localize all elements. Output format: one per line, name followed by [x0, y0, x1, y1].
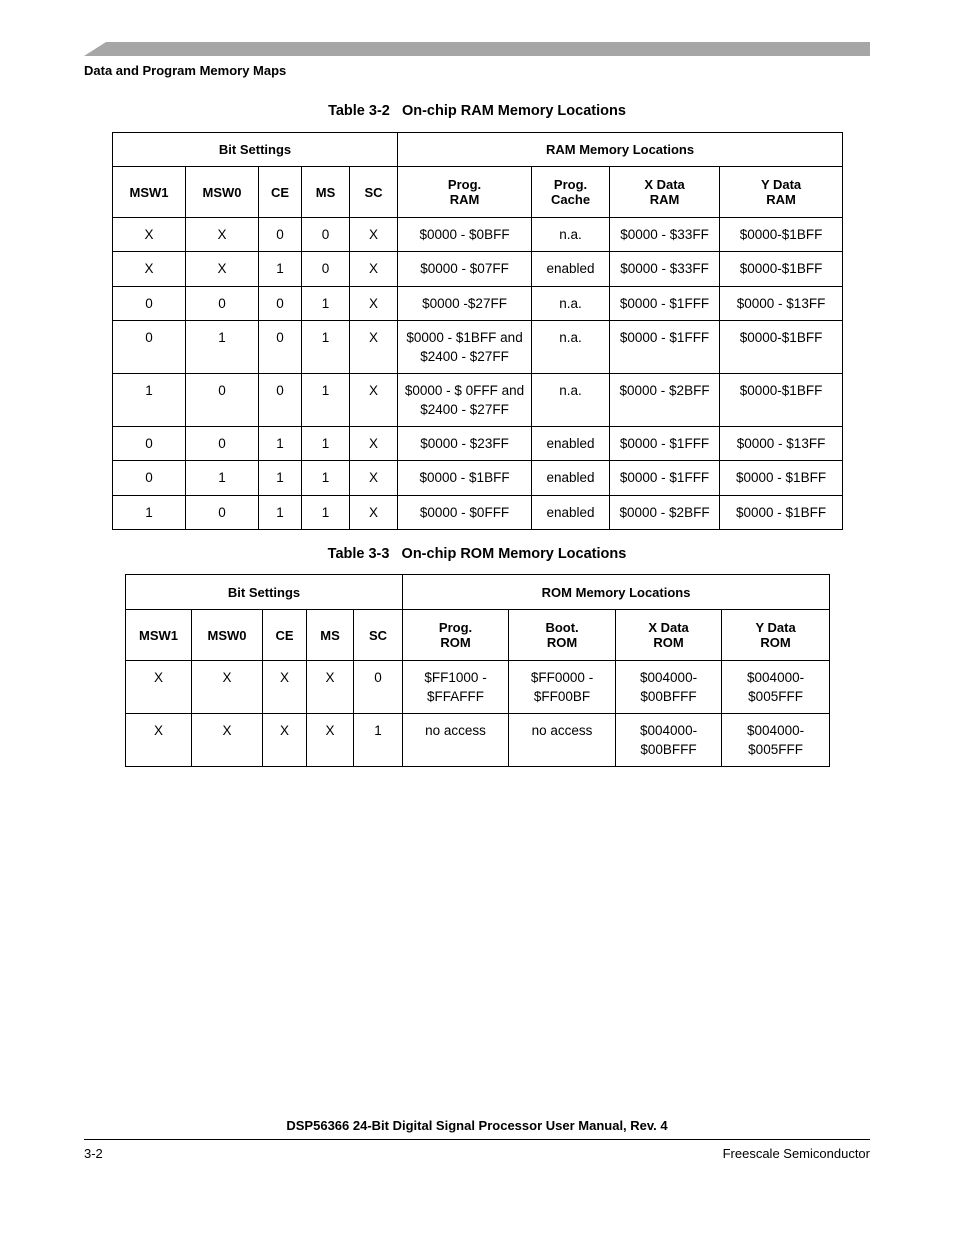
column-header-text: MSW0: [207, 627, 247, 643]
ram-table-cell: [186, 252, 259, 287]
ram-table-cell: [398, 321, 532, 374]
ram-table-cell: [186, 461, 259, 496]
column-header-text: SC: [368, 627, 388, 643]
cell-text: $0000-$1BFF: [739, 330, 823, 345]
ram-table-cell: [186, 287, 259, 321]
cell-text: $00BFFF: [640, 742, 697, 757]
ram-table-row: [113, 321, 843, 374]
column-header: [307, 610, 354, 661]
rom-table-row: [126, 714, 830, 767]
column-header-text: RAM: [449, 192, 480, 207]
cell-text: 1: [276, 261, 284, 276]
column-header: [186, 167, 259, 218]
column-header: [259, 167, 302, 218]
column-header: [509, 610, 616, 661]
cell-text: n.a.: [559, 383, 582, 398]
rom-table-cell: [616, 661, 722, 714]
cell-text: X: [144, 227, 154, 242]
cell-text: $0000 - $1BFF: [419, 470, 510, 485]
cell-text: X: [153, 723, 163, 738]
ram-table-cell: [113, 218, 186, 252]
ram-table-cell: [398, 374, 532, 427]
ram-table-cell: [720, 287, 843, 321]
ram-table-cell: [610, 427, 720, 461]
footer-divider: [84, 1139, 870, 1140]
cell-text: $2400 - $27FF: [420, 349, 509, 364]
rom-table-cell: [192, 714, 263, 767]
ram-table-cell: [302, 427, 350, 461]
cell-text: $0000 -$27FF: [422, 296, 507, 311]
ram-table-cell: [302, 496, 350, 530]
ram-memory-table: [112, 132, 843, 530]
ram-table-cell: [259, 496, 302, 530]
ram-table-cell: [113, 427, 186, 461]
cell-text: 1: [276, 436, 284, 451]
ram-table-cell: [302, 461, 350, 496]
ram-table-cell: [259, 321, 302, 374]
column-header-text: Y Data: [760, 177, 802, 192]
ram-table-cell: [532, 287, 610, 321]
cell-text: 1: [218, 470, 226, 485]
cell-text: 0: [218, 505, 226, 520]
cell-text: enabled: [546, 470, 595, 485]
cell-text: $0000 - $0FFF: [419, 505, 510, 520]
cell-text: $0000 - $1BFF: [736, 505, 827, 520]
rom-table-cell: [263, 714, 307, 767]
cell-text: $005FFF: [748, 689, 803, 704]
column-header-text: MS: [320, 627, 340, 643]
cell-text: $0000 - $33FF: [620, 227, 709, 242]
ram-table-cell: [350, 252, 398, 287]
ram-table-cell: [532, 321, 610, 374]
ram-table-cell: [186, 321, 259, 374]
rom-group-header-locations: ROM Memory Locations: [403, 575, 830, 610]
ram-table-row: [113, 374, 843, 427]
column-header-text: X Data: [644, 177, 685, 192]
ram-table-row: [113, 287, 843, 321]
header-bar: [84, 42, 870, 56]
rom-table-cell: [616, 714, 722, 767]
rom-group-header-bit-settings: Bit Settings: [126, 575, 403, 610]
ram-table-cell: [350, 427, 398, 461]
column-header-text: Cache: [551, 192, 591, 207]
column-header-text: CE: [275, 627, 294, 643]
cell-text: 0: [374, 670, 382, 685]
cell-text: $0000 - $0BFF: [419, 227, 510, 242]
section-title: Data and Program Memory Maps: [84, 63, 287, 78]
ram-table-cell: [259, 287, 302, 321]
cell-text: $004000-: [640, 723, 698, 738]
ram-table-cell: [720, 427, 843, 461]
cell-text: enabled: [546, 436, 595, 451]
cell-text: $2400 - $27FF: [420, 402, 509, 417]
cell-text: X: [325, 670, 335, 685]
column-header-text: Y Data: [755, 620, 796, 635]
ram-table-row: [113, 427, 843, 461]
cell-text: no access: [531, 723, 593, 738]
cell-text: $0000-$1BFF: [739, 383, 823, 398]
cell-text: enabled: [546, 261, 595, 276]
cell-text: X: [369, 505, 379, 520]
cell-text: enabled: [546, 505, 595, 520]
rom-table-cell: [263, 661, 307, 714]
ram-table-cell: [610, 496, 720, 530]
cell-text: 0: [145, 436, 153, 451]
cell-text: 0: [145, 296, 153, 311]
column-header-text: X Data: [648, 620, 689, 635]
cell-text: $0000 - $1FFF: [619, 470, 710, 485]
cell-text: $0000 - $1FFF: [619, 296, 710, 311]
column-header: [722, 610, 830, 661]
ram-table-cell: [532, 374, 610, 427]
ram-table-cell: [302, 252, 350, 287]
ram-table-row: [113, 252, 843, 287]
column-header-text: MS: [315, 184, 336, 200]
ram-table-cell: [720, 461, 843, 496]
ram-table-cell: [113, 461, 186, 496]
column-header-text: SC: [364, 184, 383, 200]
rom-table-row: [126, 661, 830, 714]
cell-text: $FFAFFF: [427, 689, 485, 704]
cell-text: X: [217, 261, 227, 276]
ram-table-cell: [398, 427, 532, 461]
ram-table-cell: [398, 252, 532, 287]
column-header-text: Prog.: [553, 177, 588, 192]
cell-text: X: [325, 723, 335, 738]
rom-table-cell: [307, 661, 354, 714]
ram-table-cell: [398, 287, 532, 321]
column-header-text: Prog.: [438, 620, 473, 635]
column-header: [398, 167, 532, 218]
column-header: [610, 167, 720, 218]
column-header: [354, 610, 403, 661]
cell-text: X: [153, 670, 163, 685]
cell-text: $0000 - $1FFF: [619, 330, 710, 345]
rom-table-cell: [126, 714, 192, 767]
rom-table-cell: [403, 661, 509, 714]
column-header-text: RAM: [649, 192, 680, 207]
footer-page-number: 3-2: [84, 1146, 103, 1161]
ram-table-caption: Table 3-2 On-chip RAM Memory Locations: [328, 103, 626, 119]
ram-table-cell: [186, 496, 259, 530]
column-header-text: RAM: [766, 192, 796, 207]
ram-table-cell: [186, 374, 259, 427]
cell-text: $0000 - $13FF: [736, 296, 826, 311]
ram-table-cell: [113, 252, 186, 287]
cell-text: $004000-: [747, 723, 805, 738]
ram-table-cell: [610, 252, 720, 287]
ram-table-cell: [113, 287, 186, 321]
cell-text: $0000 - $1BFF and: [406, 330, 523, 345]
ram-table-cell: [186, 427, 259, 461]
ram-table-cell: [610, 218, 720, 252]
footer-company: Freescale Semiconductor: [722, 1146, 870, 1161]
cell-text: X: [279, 670, 289, 685]
ram-table-cell: [259, 427, 302, 461]
cell-text: 0: [276, 330, 284, 345]
cell-text: 1: [321, 470, 330, 485]
ram-table-cell: [720, 321, 843, 374]
column-header-text: Prog.: [447, 177, 482, 192]
rom-table-cell: [722, 714, 830, 767]
ram-table-cell: [532, 218, 610, 252]
ram-table-cell: [532, 427, 610, 461]
cell-text: X: [217, 227, 227, 242]
ram-table-cell: [398, 496, 532, 530]
column-header-text: ROM: [653, 635, 684, 650]
cell-text: X: [222, 723, 232, 738]
rom-table-cell: [403, 714, 509, 767]
footer-manual-title: DSP56366 24-Bit Digital Signal Processor User Manual, Rev. 4: [286, 1118, 668, 1133]
ram-table-cell: [720, 218, 843, 252]
rom-table-cell: [192, 661, 263, 714]
rom-table-cell: [354, 714, 403, 767]
cell-text: $FF0000 -: [530, 670, 594, 685]
rom-memory-table: [125, 574, 830, 767]
ram-table-cell: [113, 321, 186, 374]
column-header: [126, 610, 192, 661]
cell-text: 0: [276, 383, 284, 398]
rom-table-cell: [126, 661, 192, 714]
cell-text: $0000 - $ 0FFF and: [404, 383, 525, 398]
ram-table-cell: [720, 374, 843, 427]
ram-table-cell: [610, 287, 720, 321]
rom-table-cell: [509, 714, 616, 767]
ram-table-cell: [398, 461, 532, 496]
ram-table-cell: [610, 461, 720, 496]
ram-table-row: [113, 461, 843, 496]
cell-text: $0000 - $23FF: [420, 436, 509, 451]
cell-text: 1: [145, 383, 153, 398]
ram-table-cell: [302, 374, 350, 427]
cell-text: X: [369, 330, 379, 345]
rom-column-header-row: [126, 610, 830, 661]
cell-text: 1: [321, 330, 330, 345]
ram-table-cell: [186, 218, 259, 252]
cell-text: X: [369, 227, 379, 242]
column-header: [192, 610, 263, 661]
cell-text: $004000-: [747, 670, 805, 685]
cell-text: $005FFF: [748, 742, 803, 757]
column-header-text: ROM: [760, 635, 791, 650]
column-header: [616, 610, 722, 661]
cell-text: 0: [218, 296, 226, 311]
cell-text: 1: [321, 296, 330, 311]
column-header-text: CE: [270, 184, 290, 200]
column-header-text: MSW1: [129, 184, 169, 200]
cell-text: $00BFFF: [640, 689, 697, 704]
cell-text: n.a.: [559, 296, 582, 311]
rom-table-cell: [307, 714, 354, 767]
column-header: [350, 167, 398, 218]
cell-text: 1: [276, 505, 284, 520]
cell-text: X: [279, 723, 289, 738]
ram-table-cell: [302, 218, 350, 252]
ram-table-cell: [350, 218, 398, 252]
cell-text: 0: [321, 227, 330, 242]
cell-text: $0000 - $2BFF: [619, 383, 710, 398]
column-header: [302, 167, 350, 218]
cell-text: 0: [276, 227, 284, 242]
cell-text: X: [369, 383, 379, 398]
rom-table-cell: [722, 661, 830, 714]
cell-text: X: [369, 436, 379, 451]
ram-table-cell: [259, 461, 302, 496]
column-header-text: ROM: [546, 635, 578, 650]
cell-text: X: [222, 670, 232, 685]
ram-table-cell: [350, 374, 398, 427]
ram-table-cell: [350, 321, 398, 374]
column-header-text: ROM: [440, 635, 471, 650]
cell-text: $0000 - $1BFF: [736, 470, 827, 485]
cell-text: X: [369, 296, 379, 311]
ram-table-cell: [720, 252, 843, 287]
cell-text: n.a.: [559, 330, 582, 345]
ram-table-cell: [720, 496, 843, 530]
cell-text: 1: [374, 723, 382, 738]
column-header: [403, 610, 509, 661]
cell-text: X: [369, 470, 379, 485]
cell-text: 1: [218, 330, 226, 345]
cell-text: 0: [218, 383, 226, 398]
ram-table-cell: [113, 374, 186, 427]
ram-table-cell: [350, 461, 398, 496]
ram-table-row: [113, 496, 843, 530]
ram-table-cell: [398, 218, 532, 252]
ram-table-cell: [113, 496, 186, 530]
ram-table-cell: [302, 321, 350, 374]
cell-text: $0000 - $2BFF: [619, 505, 710, 520]
column-header: [532, 167, 610, 218]
ram-table-cell: [610, 374, 720, 427]
rom-table-cell: [509, 661, 616, 714]
cell-text: 1: [145, 505, 153, 520]
cell-text: X: [369, 261, 379, 276]
cell-text: 0: [145, 470, 153, 485]
cell-text: 0: [145, 330, 153, 345]
ram-table-cell: [610, 321, 720, 374]
ram-column-header-row: [113, 167, 843, 218]
cell-text: 1: [321, 505, 330, 520]
cell-text: $0000 - $1FFF: [619, 436, 710, 451]
cell-text: 1: [321, 436, 330, 451]
ram-table-row: [113, 218, 843, 252]
ram-table-cell: [350, 496, 398, 530]
cell-text: X: [144, 261, 154, 276]
cell-text: $0000 - $13FF: [736, 436, 826, 451]
cell-text: 0: [321, 261, 330, 276]
cell-text: 1: [276, 470, 284, 485]
ram-table-cell: [532, 496, 610, 530]
rom-table-cell: [354, 661, 403, 714]
column-header-text: MSW1: [139, 627, 178, 643]
column-header-text: Boot.: [545, 620, 579, 635]
cell-text: $004000-: [640, 670, 698, 685]
ram-table-cell: [302, 287, 350, 321]
ram-table-cell: [532, 252, 610, 287]
ram-table-cell: [350, 287, 398, 321]
cell-text: n.a.: [559, 227, 582, 242]
cell-text: $0000-$1BFF: [739, 227, 823, 242]
cell-text: no access: [425, 723, 486, 738]
ram-group-header-bit-settings: Bit Settings: [113, 133, 398, 167]
ram-group-header-locations: RAM Memory Locations: [398, 133, 843, 167]
cell-text: $FF1000 -: [424, 670, 487, 685]
rom-table-caption: Table 3-3 On-chip ROM Memory Locations: [327, 546, 627, 562]
column-header: [113, 167, 186, 218]
ram-table-cell: [259, 218, 302, 252]
column-header-text: MSW0: [202, 184, 242, 200]
cell-text: $0000 - $33FF: [620, 261, 709, 276]
ram-table-cell: [259, 374, 302, 427]
column-header: [263, 610, 307, 661]
cell-text: 1: [321, 383, 330, 398]
cell-text: $0000-$1BFF: [739, 261, 823, 276]
ram-table-cell: [532, 461, 610, 496]
cell-text: 0: [276, 296, 284, 311]
ram-table-cell: [259, 252, 302, 287]
column-header: [720, 167, 843, 218]
cell-text: $0000 - $07FF: [420, 261, 509, 276]
cell-text: 0: [218, 436, 226, 451]
cell-text: $FF00BF: [533, 689, 591, 704]
